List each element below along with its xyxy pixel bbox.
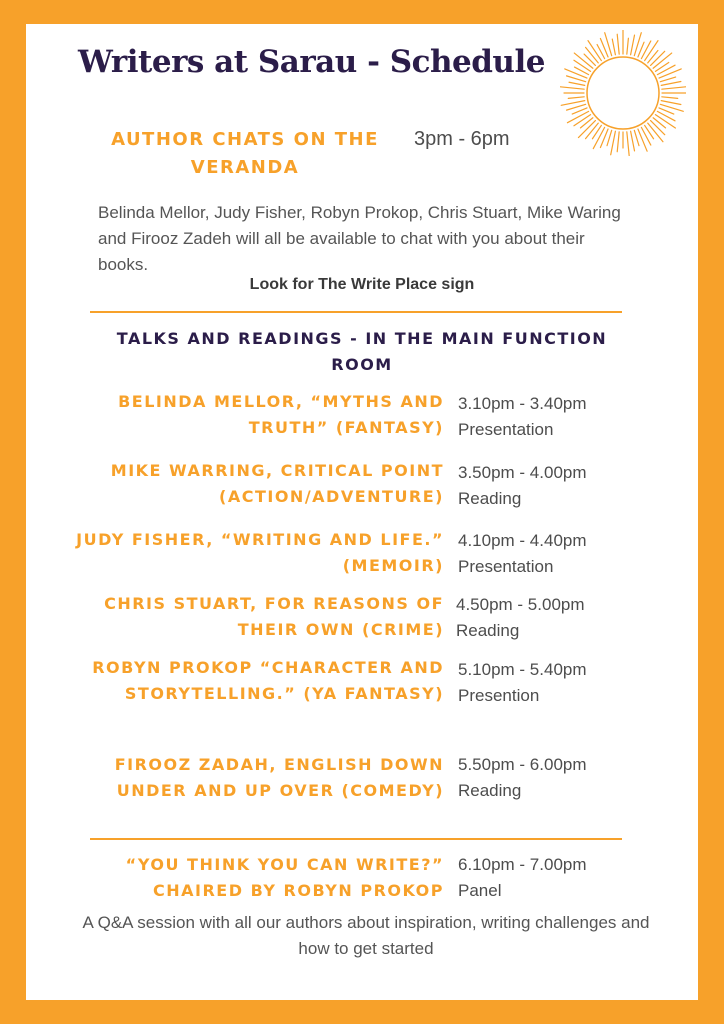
- event-type: Reading: [458, 781, 522, 800]
- sun-ray: [607, 130, 612, 145]
- sun-ray: [586, 47, 599, 62]
- sun-ray: [561, 101, 585, 106]
- event-time-range: 5.10pm - 5.40pm: [458, 660, 587, 679]
- event-time: [458, 391, 678, 443]
- author-chats-time: 3pm - 6pm: [414, 128, 510, 150]
- sun-ray: [648, 50, 658, 62]
- section-divider: [90, 311, 622, 313]
- sun-ray: [631, 131, 635, 151]
- event-time: [456, 592, 676, 644]
- sun-ray: [634, 130, 639, 145]
- panel-type: Panel: [458, 881, 502, 900]
- sun-ray: [660, 77, 675, 82]
- sun-ray: [586, 123, 599, 138]
- event-type: Presentation: [458, 557, 554, 576]
- sun-ray: [657, 111, 675, 120]
- sun-ray: [584, 54, 595, 65]
- event-time-range: 4.10pm - 4.40pm: [458, 531, 587, 550]
- sun-ray: [662, 87, 686, 89]
- sun-icon: [560, 30, 686, 156]
- sun-ray: [569, 82, 585, 85]
- sun-ray: [651, 51, 665, 65]
- sun-ray: [638, 129, 647, 151]
- sun-ray: [568, 97, 584, 99]
- event-time: [458, 460, 678, 512]
- event-time: [458, 657, 678, 709]
- sun-ray: [611, 131, 616, 155]
- sun-ray: [560, 87, 584, 89]
- event-time-range: 3.10pm - 3.40pm: [458, 394, 587, 413]
- sun-ray: [631, 35, 635, 55]
- event-time: [458, 528, 678, 580]
- section-divider: [90, 838, 622, 840]
- event-title: JUDY FISHER, “WRITING AND LIFE.” (MEMOIR): [76, 530, 444, 575]
- event-title: ROBYN PROKOP “CHARACTER AND STORYTELLING.” (YA FANTASY): [92, 658, 444, 703]
- sun-ray: [653, 118, 665, 128]
- write-place-sign-note: Look for The Write Place sign: [249, 276, 475, 293]
- event-title: CHRIS STUART, FOR REASONS OF THEIR OWN (CRIME): [104, 594, 444, 639]
- sun-ray: [662, 97, 678, 99]
- sun-ray: [617, 132, 619, 152]
- sun-ray: [651, 121, 665, 135]
- panel-time: [458, 852, 678, 904]
- panel-time-range: 6.10pm - 7.00pm: [458, 855, 587, 874]
- sun-ray: [657, 65, 675, 74]
- sun-ray: [612, 39, 615, 55]
- sun-ray: [593, 127, 604, 148]
- sun-ray: [659, 69, 681, 78]
- event-title: MIKE WARRING, CRITICAL POINT (ACTION/ADVENTURE): [110, 461, 444, 506]
- author-chats-heading: AUTHOR CHATS ON THE VERANDA: [111, 129, 379, 178]
- author-chats-description: Belinda Mellor, Judy Fisher, Robyn Prokop, Chris Stuart, Mike Waring and Firooz Zadeh will all be available to chat with you about their books.: [98, 203, 621, 274]
- panel-description: A Q&A session with all our authors about inspiration, writing challenges and how to get started: [82, 913, 650, 958]
- event-time: [458, 752, 678, 804]
- event-type: Reading: [456, 621, 520, 640]
- event-time-range: 5.50pm - 6.00pm: [458, 755, 587, 774]
- event-type: Reading: [458, 489, 522, 508]
- sun-ray: [574, 60, 591, 71]
- sun-ray: [580, 118, 592, 128]
- event-time-range: 3.50pm - 4.00pm: [458, 463, 587, 482]
- event-time-range: 4.50pm - 5.00pm: [456, 595, 585, 614]
- event-title: BELINDA MELLOR, “MYTHS AND TRUTH” (FANTASY): [118, 392, 444, 437]
- talks-heading: TALKS AND READINGS - IN THE MAIN FUNCTION ROOM: [116, 329, 608, 374]
- sun-ray: [641, 127, 650, 145]
- sun-ray: [661, 101, 681, 105]
- event-type: Presention: [458, 686, 540, 705]
- page-title: Writers at Sarau - Schedule: [78, 44, 545, 80]
- panel-title: “YOU THINK YOU CAN WRITE?” CHAIRED BY ROBYN PROKOP: [125, 855, 444, 900]
- sun-ray: [627, 38, 629, 54]
- sun-ray: [641, 41, 650, 59]
- event-type: Presentation: [458, 420, 554, 439]
- sun-ray: [661, 81, 681, 85]
- sun-ray: [574, 115, 591, 126]
- sun-ray: [617, 34, 619, 54]
- sun-ray: [627, 132, 629, 156]
- event-title: FIROOZ ZADAH, ENGLISH DOWN UNDER AND UP OVER (COMEDY): [114, 755, 444, 800]
- sun-ray: [567, 111, 588, 122]
